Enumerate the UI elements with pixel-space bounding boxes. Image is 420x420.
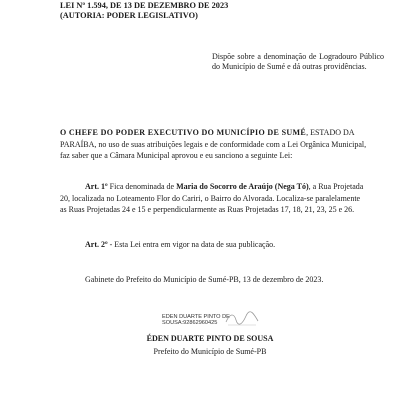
closing-line: Gabinete do Prefeito do Município de Sumé-PB, 13 de dezembro de 2023. [85, 275, 324, 284]
law-summary: Dispõe sobre a denominação de Logradouro Público do Município de Sumé e dá outras providências. [212, 52, 384, 72]
article-1-label: Art. 1º [85, 182, 108, 191]
honoree-name: Maria do Socorro de Araújo (Nega Tó) [176, 182, 309, 191]
digital-signature [162, 314, 230, 327]
signer-role: Prefeito do Município de Sumé-PB [153, 347, 267, 356]
signature-seal-icon [224, 310, 260, 327]
article-2-text: - Esta Lei entra em vigor na data de sua publicação. [107, 240, 276, 249]
article-1-line-2: 20, localizada no Loteamento Flor do Cariri, o Bairro do Alvorada. Localiza-se paralelamente [60, 193, 361, 203]
article-1 [60, 181, 382, 216]
article-1-post: , a Rua Projetada [308, 182, 364, 191]
signer-name: ÉDEN DUARTE PINTO DE SOUSA [146, 334, 274, 343]
article-1-line-3: as Ruas Projetadas 24 e 15 e perpendicularmente as Ruas Projetadas 17, 18, 21, 23, 25 e 26. [60, 205, 355, 214]
intro-line-2: PARAÍBA, no uso de suas atribuições legais e de conformidade com a Lei Orgânica Municipal, [60, 139, 367, 149]
intro-state-part: , ESTADO DA [306, 128, 355, 137]
article-2-label: Art. 2º [85, 240, 108, 249]
law-header [60, 1, 228, 21]
article-1-pre: Fica denominada de [107, 182, 177, 191]
article-2 [60, 239, 382, 251]
law-authorship: (AUTORIA: PODER LEGISLATIVO) [60, 11, 198, 20]
law-title: LEI Nº 1.594, DE 13 DE DEZEMBRO DE 2023 [60, 1, 229, 10]
intro-paragraph [60, 127, 382, 162]
digital-signature-line-1: EDEN DUARTE PINTO DE [162, 314, 230, 320]
intro-line-3: faz saber que a Câmara Municipal aprovou e eu sanciono a seguinte Lei: [60, 151, 293, 160]
intro-authority: O CHEFE DO PODER EXECUTIVO DO MUNICÍPIO DE SUMÉ [60, 128, 307, 137]
digital-signature-line-2: SOUSA:92862960425 [162, 320, 218, 327]
